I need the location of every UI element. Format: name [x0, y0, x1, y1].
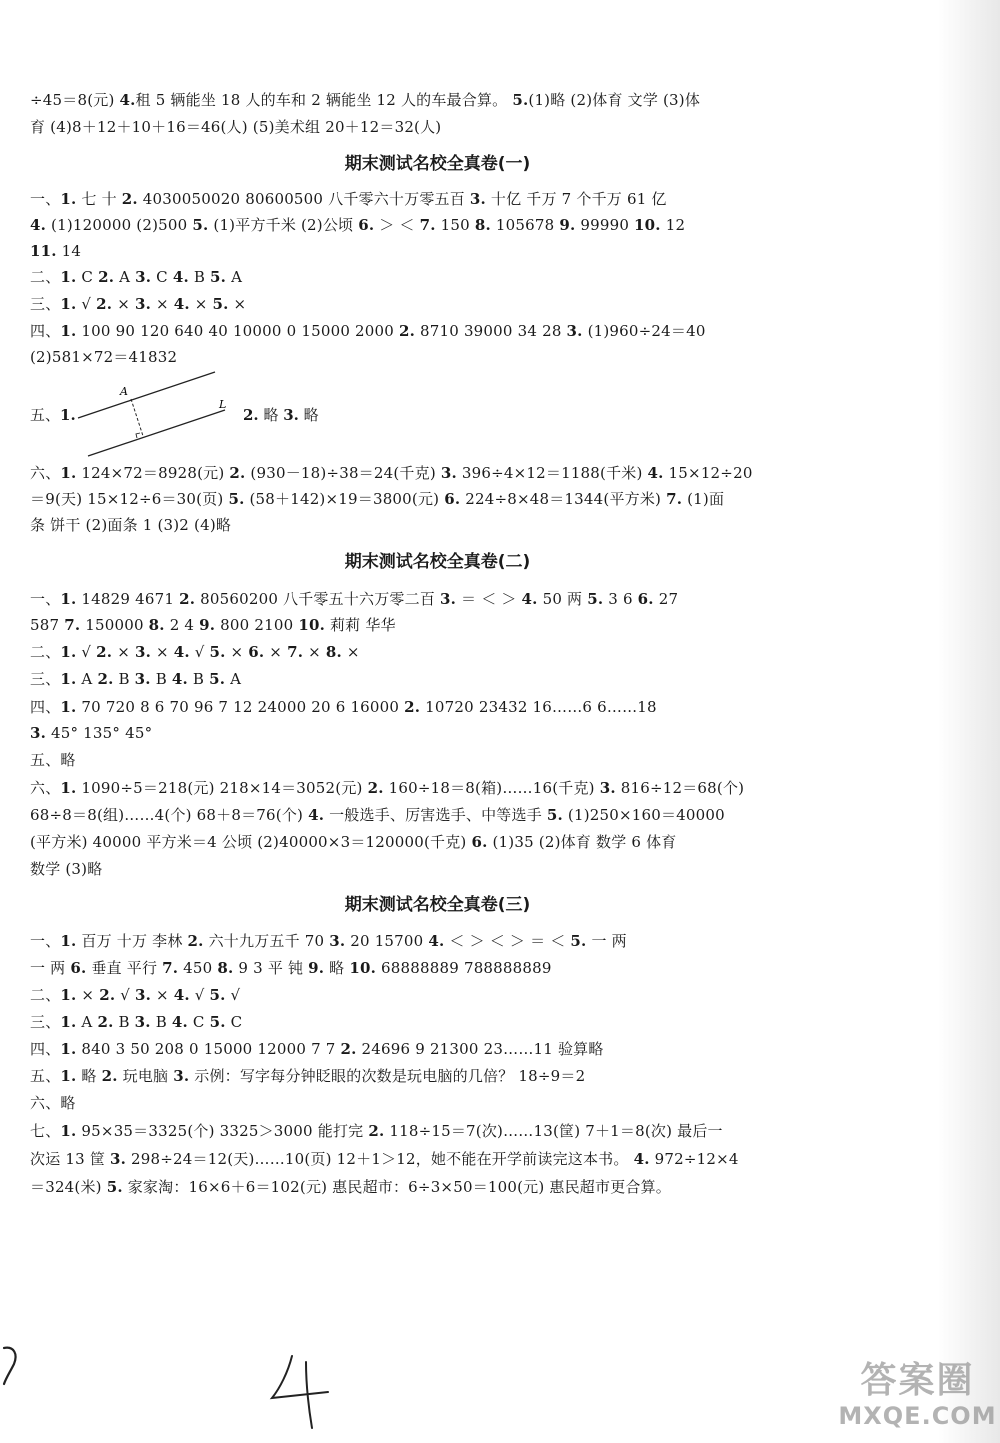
- exam2-line: 3. 45° 135° 45°: [30, 724, 153, 742]
- exam1-line: 二、1. C 2. A 3. C 4. B 5. A: [30, 268, 243, 286]
- exam3-line: 五、1. 略 2. 玩电脑 3. 示例：写字每分钟眨眼的次数是玩电脑的几倍？ 18÷9＝2: [30, 1067, 586, 1085]
- exam1-title: 期末测试名校全真卷(一): [344, 154, 531, 174]
- upper-line: [78, 372, 215, 418]
- exam1-line: 4. (1)120000 (2)500 5. (1)平方千米 (2)公顷 6. ＞ ＜ 7. 150 8. 105678 9. 99990 10. 12: [30, 216, 686, 234]
- exam2-line: 三、1. A 2. B 3. B 4. B 5. A: [30, 670, 242, 688]
- line-l: [88, 410, 225, 456]
- exam3-line: 次运 13 筐 3. 298÷24＝12(天)……10(页) 12＋1＞12，她不能在开学前读完这本书。 4. 972÷12×4: [30, 1150, 739, 1168]
- exam1-line: 三、1. √ 2. × 3. × 4. × 5. ×: [30, 295, 247, 313]
- exam1-line: 六、1. 124×72＝8928(元) 2. (930－18)÷38＝24(千克) 3. 396÷4×12＝1188(千米) 4. 15×12÷20: [30, 464, 753, 482]
- right-angle-mark: [136, 433, 140, 438]
- exam3-line: 六、略: [30, 1094, 76, 1112]
- exam1-line: 11. 14: [30, 242, 82, 260]
- exam3-line: 四、1. 840 3 50 208 0 15000 12000 7 7 2. 24696 9 21300 23……11 验算略: [30, 1040, 604, 1058]
- exam1-line: 一、1. 七 十 2. 4030050020 80600500 八千零六十万零五百 3. 十亿 千万 7 个千万 61 亿: [30, 190, 667, 208]
- exam1-line: (2)581×72＝41832: [30, 348, 178, 366]
- exam1-line: ＝9(天) 15×12÷6＝30(页) 5. (58＋142)×19＝3800(元) 6. 224÷8×48＝1344(平方米) 7. (1)面: [30, 490, 725, 508]
- handwritten-4-text: 4: [262, 1352, 263, 1353]
- exam2-line: 六、1. 1090÷5＝218(元) 218×14＝3052(元) 2. 160÷18＝8(箱)……16(千克) 3. 816÷12＝68(个): [30, 779, 745, 797]
- exam2-title: 期末测试名校全真卷(二): [344, 552, 531, 572]
- exam2-line: 五、略: [30, 751, 76, 769]
- exam3-line: 七、1. 95×35＝3325(个) 3325＞3000 能打完 2. 118÷15＝7(次)……13(筐) 7＋1＝8(次) 最后一: [30, 1122, 723, 1140]
- exam2-line: 一、1. 14829 4671 2. 80560200 八千零五十六万零二百 3. ＝ ＜ ＞ 4. 50 两 5. 3 6 6. 27: [30, 590, 679, 608]
- exam3-line: 一、1. 百万 十万 李林 2. 六十九万五千 70 3. 20 15700 4. ＜ ＞ ＜ ＞ ＝ ＜ 5. 一 两: [30, 932, 627, 950]
- handwritten-page-number: [262, 1352, 342, 1432]
- exam1-section5-label: 五、1.: [30, 406, 76, 424]
- intro-line-2: 育 (4)8＋12＋10＋16＝46(人) (5)美术组 20＋12＝32(人): [30, 118, 442, 136]
- exam1-section5-rest: 2. 略 3. 略: [243, 406, 319, 424]
- exam2-line: 68÷8＝8(组)……4(个) 68＋8＝76(个) 4. 一般选手、厉害选手、中等选手 5. (1)250×160＝40000: [30, 806, 725, 824]
- exam3-line: ＝324(米) 5. 家家淘：16×6＋6＝102(元) 惠民超市：6÷3×50＝100(元) 惠民超市更合算。: [30, 1178, 671, 1196]
- exam2-line: (平方米) 40000 平方米＝4 公顷 (2)40000×3＝120000(千克) 6. (1)35 (2)体育 数学 6 体育: [30, 833, 677, 851]
- perpendicular-segment: [131, 399, 143, 436]
- page-edge-shadow: [938, 0, 1000, 1443]
- exam3-line: 三、1. A 2. B 3. B 4. C 5. C: [30, 1013, 243, 1031]
- exam3-line: 一 两 6. 垂直 平行 7. 450 8. 9 3 平 钝 9. 略 10. 68888889 788888889: [30, 959, 552, 977]
- line-l-label: L: [219, 398, 227, 411]
- exam2-line: 四、1. 70 720 8 6 70 96 7 12 24000 20 6 16000 2. 10720 23432 16……6 6……18: [30, 698, 657, 716]
- parallel-lines-figure: [70, 368, 230, 458]
- handwritten-mark: [0, 1340, 30, 1390]
- site-watermark: [835, 1352, 1000, 1437]
- intro-line-1: ÷45＝8(元) 4.租 5 辆能坐 18 人的车和 2 辆能坐 12 人的车最合算。 5.(1)略 (2)体育 文学 (3)体: [30, 91, 701, 109]
- exam3-line: 二、1. × 2. √ 3. × 4. √ 5. √: [30, 986, 241, 1004]
- exam1-line: 四、1. 100 90 120 640 40 10000 0 15000 2000 2. 8710 39000 34 28 3. (1)960÷24＝40: [30, 322, 706, 340]
- exam2-line: 数学 (3)略: [30, 860, 103, 878]
- exam3-title: 期末测试名校全真卷(三): [344, 895, 531, 915]
- point-a-label: A: [120, 385, 128, 398]
- watermark-logo-text: 答案圈: [860, 1360, 975, 1401]
- exam1-line: 条 饼干 (2)面条 1 (3)2 (4)略: [30, 516, 232, 534]
- exam2-line: 二、1. √ 2. × 3. × 4. √ 5. × 6. × 7. × 8. ×: [30, 643, 360, 661]
- watermark-url: MXQE.COM: [838, 1402, 997, 1430]
- exam2-line: 587 7. 150000 8. 2 4 9. 800 2100 10. 莉莉 华华: [30, 616, 396, 634]
